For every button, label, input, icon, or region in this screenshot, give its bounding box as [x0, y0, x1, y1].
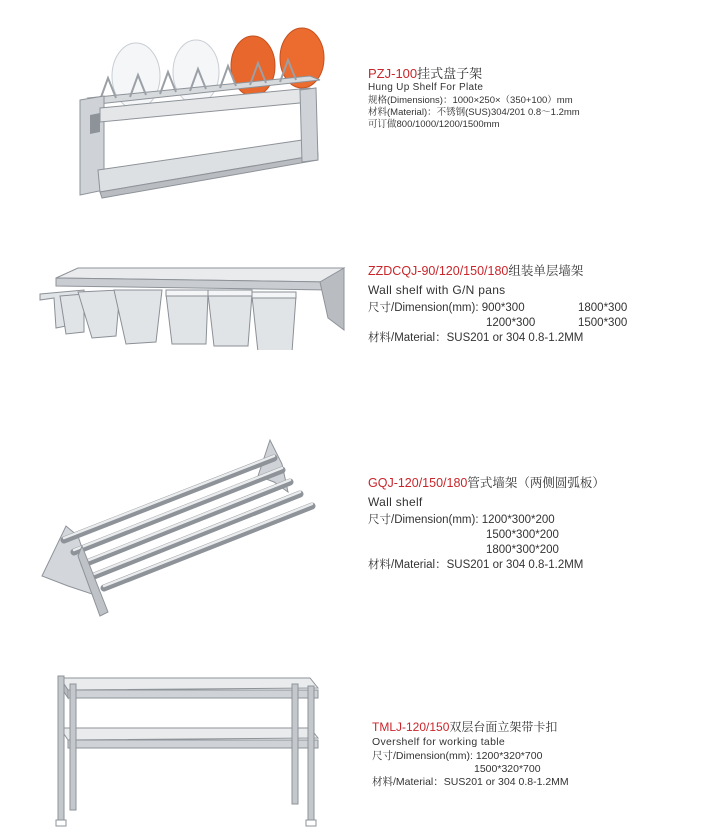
dimension-row: [368, 513, 688, 528]
dimension-value: 1200*300: [486, 316, 536, 329]
dimension-row: [372, 763, 692, 776]
wall-shelf-gn-image: [38, 260, 348, 350]
product-en-name: Overshelf for working table: [372, 736, 505, 748]
overshelf-text: [372, 720, 692, 789]
dimension-row: [368, 528, 688, 543]
dimension-row: [368, 543, 688, 558]
dimension-value: 900*300: [481, 301, 525, 314]
product-wall-shelf-gn: [0, 250, 701, 360]
product-title: [368, 264, 668, 280]
tube-wall-shelf-text: [368, 476, 688, 572]
overshelf-image: [48, 670, 328, 830]
spec-line: 材料(Material)：不锈钢(SUS)304/201 0.8～1.2mm: [368, 106, 580, 118]
product-overshelf: [0, 660, 701, 836]
dimension-row: [372, 750, 692, 763]
dimension-value: 1500*300: [578, 316, 628, 329]
tube-wall-shelf-image: [38, 436, 328, 621]
dimension-row: [368, 301, 668, 316]
product-tube-wall-shelf: [0, 430, 701, 620]
product-code: PZJ-100: [368, 66, 418, 81]
wall-shelf-gn-text: [368, 264, 668, 345]
product-code: ZZDCQJ-90/120/150/180: [368, 264, 509, 278]
product-code: GQJ-120/150/180: [368, 476, 468, 490]
dimension-value: 1200*320*700: [475, 750, 543, 763]
product-cn-name: 双层台面立架带卡扣: [449, 720, 558, 734]
product-cn-name: 挂式盘子架: [417, 66, 483, 81]
dimension-value: 1800*300*200: [486, 543, 559, 556]
dimension-value: 1800*300: [578, 301, 628, 314]
dimension-label: 尺寸/Dimension(mm):: [372, 750, 476, 763]
spec-line: 可订做800/1000/1200/1500mm: [368, 118, 500, 130]
dimension-row: [368, 316, 668, 331]
material-line: 材料/Material：SUS201 or 304 0.8-1.2MM: [368, 331, 584, 344]
material-line: 材料/Material：SUS201 or 304 0.8-1.2MM: [372, 776, 569, 789]
product-title: [372, 720, 692, 735]
material-line: 材料/Material：SUS201 or 304 0.8-1.2MM: [368, 558, 584, 571]
product-cn-name: 管式墙架（两侧圆弧板）: [467, 476, 605, 490]
product-en-name: Wall shelf with G/N pans: [368, 282, 506, 297]
plate-rack-image: [70, 20, 330, 205]
dimension-value: 1500*320*700: [474, 763, 541, 776]
dimension-label: 尺寸/Dimension(mm):: [368, 301, 482, 314]
product-code: TMLJ-120/150: [372, 720, 450, 734]
product-en-name: Hung Up Shelf For Plate: [368, 82, 484, 94]
product-en-name: Wall shelf: [368, 494, 423, 509]
product-title: [368, 66, 580, 82]
dimension-value: 1500*300*200: [486, 528, 559, 541]
plate-rack-text: [368, 66, 580, 130]
product-cn-name: 组装单层墙架: [508, 264, 584, 278]
dimension-value: 1200*300*200: [481, 513, 555, 526]
dimension-label: 尺寸/Dimension(mm):: [368, 513, 482, 526]
product-plate-rack: [0, 0, 701, 210]
product-title: [368, 476, 688, 492]
spec-line: 规格(Dimensions)：1000×250×（350+100）mm: [368, 94, 573, 106]
